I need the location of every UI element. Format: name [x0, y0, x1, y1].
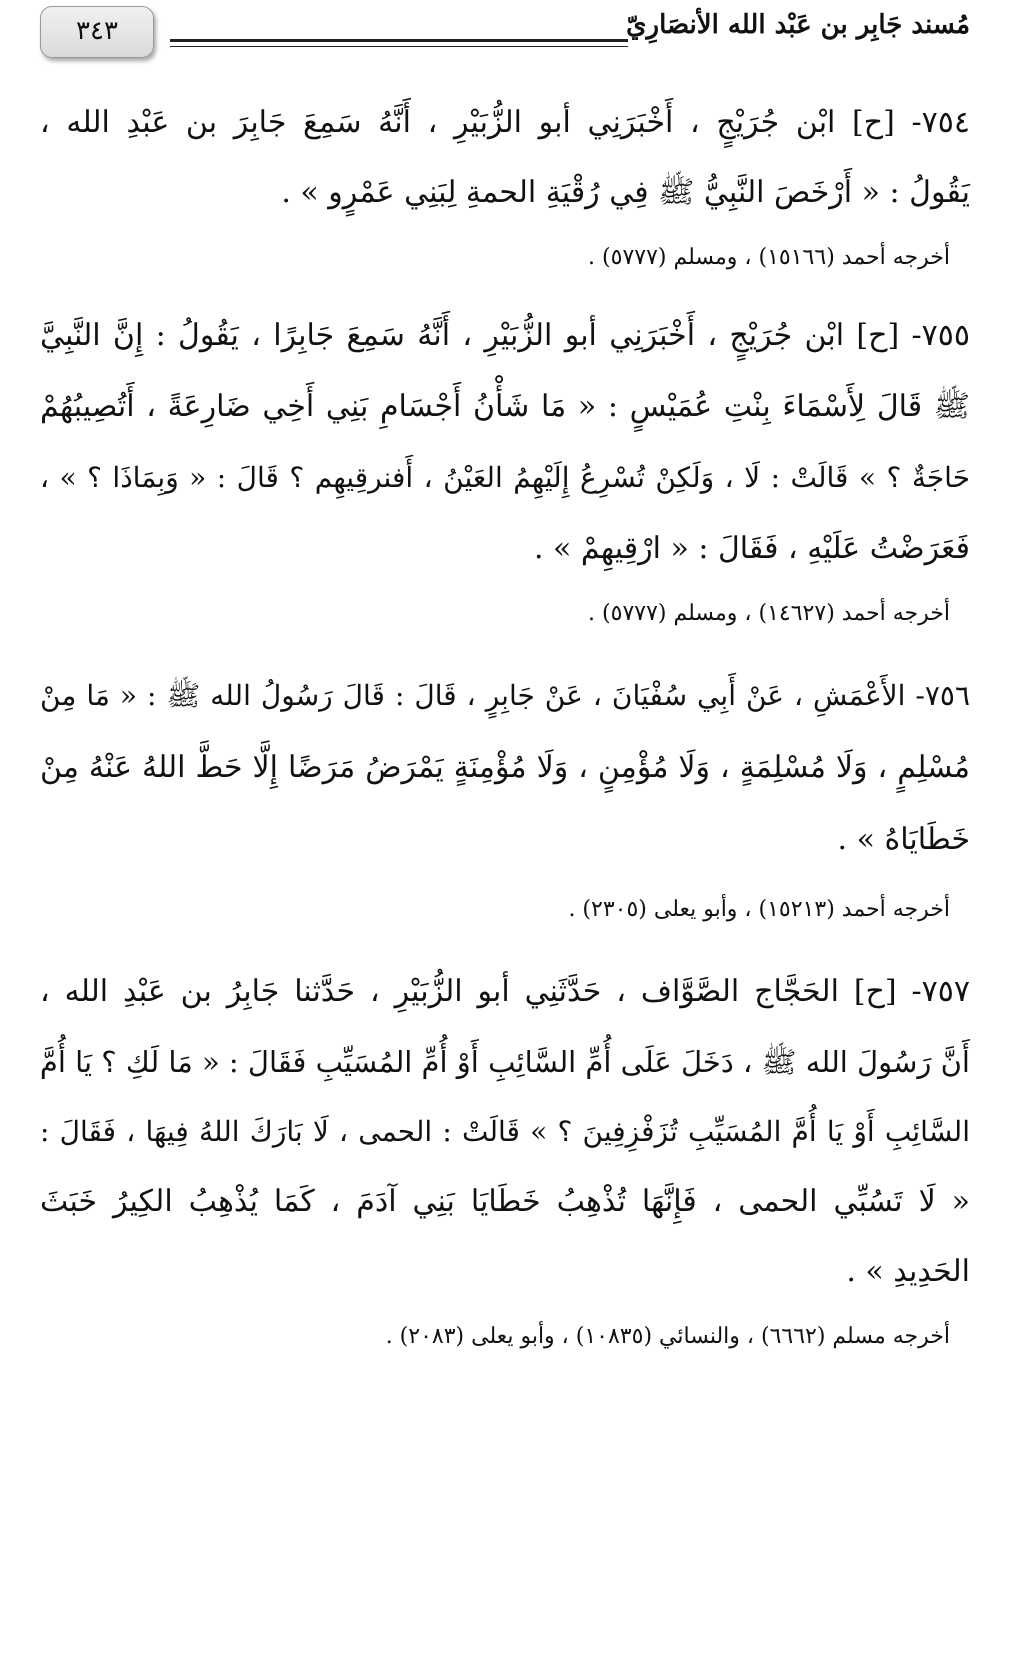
hadith-755: [40, 300, 970, 642]
page-header: [40, 6, 970, 66]
hadith-line: ٧٥٦- الأَعْمَشِ ، عَنْ أَبِي سُفْيَانَ ، عَنْ جَابِرٍ ، قَالَ : قَالَ رَسُولُ الله ﷺ : « مَا مِنْ: [40, 679, 970, 712]
hadith-line: « لَا تَسُبِّي الحمى ، فَإِنَّهَا تُذْهِبُ خَطَايَا بَنِي آدَمَ ، كَمَا يُذْهِبُ الكِيرُ خَبَثَ: [40, 1184, 970, 1219]
hadith-line: السَّائِبِ أَوْ يَا أُمَّ المُسَيِّبِ تُزَفْزِفِينَ ؟ » قَالَتْ : الحمى ، لَا بَارَكَ اللهُ فِيهَا ، فَقَالَ :: [40, 1115, 970, 1148]
hadith-line: ٧٥٤- [ح] ابْن جُرَيْجٍ ، أَخْبَرَنِي أبو الزُّبَيْرِ ، أَنَّهُ سَمِعَ جَابِرَ بن عَبْدِ الله ،: [40, 105, 970, 140]
hadith-756: [40, 660, 970, 940]
hadith-line: يَقُولُ : « أَرْخَصَ النَّبِيُّ ﷺ فِي رُقْيَةِ الحمةِ لِبَنِي عَمْرٍو » .: [281, 175, 970, 210]
running-title: مُسند جَابِر بن عَبْد الله الأنصَارِيّ: [626, 10, 970, 40]
takhrij-note: أخرجه أحمد (١٥٢١٣) ، وأبو يعلى (٢٣٠٥) .: [568, 897, 950, 922]
hadith-757: [40, 957, 970, 1365]
hadith-line: أَنَّ رَسُولَ الله ﷺ ، دَخَلَ عَلَى أُمِّ السَّائِبِ أَوْ أُمِّ المُسَيِّبِ فَقَالَ : « مَا لَكِ ؟ يَا أُمَّ: [39, 1045, 970, 1079]
hadith-line: حَاجَةٌ ؟ » قَالَتْ : لَا ، وَلَكِنْ تُسْرِعُ إِلَيْهِمُ العَيْنُ ، أَفنرقِيهِم ؟ قَالَ : « وَبِمَاذَا ؟ » ،: [40, 461, 970, 494]
hadith-line: خَطَايَاهُ » .: [837, 822, 970, 857]
hadith-line: فَعَرَضْتُ عَلَيْهِ ، فَقَالَ : « ارْقِيهِمْ » .: [533, 531, 970, 566]
takhrij-note: أخرجه مسلم (٦٦٦٢) ، والنسائي (١٠٨٣٥) ، وأبو يعلى (٢٠٨٣) .: [385, 1324, 950, 1349]
header-rule-thin: [170, 46, 628, 47]
header-rule-thick: [170, 39, 628, 42]
page-number: ٣٤٣: [40, 6, 154, 58]
hadith-line: ٧٥٥- [ح] ابْن جُرَيْجٍ ، أَخْبَرَنِي أبو الزُّبَيْرِ ، أَنَّهُ سَمِعَ جَابِرًا ، يَقُولُ : إِنَّ النَّبِيَّ: [40, 318, 970, 353]
hadith-line: الحَدِيدِ » .: [846, 1254, 970, 1289]
hadith-754: [40, 88, 970, 286]
takhrij-note: أخرجه أحمد (١٥١٦٦) ، ومسلم (٥٧٧٧) .: [588, 245, 950, 270]
hadith-line: ٧٥٧- [ح] الحَجَّاج الصَّوَّاف ، حَدَّثَنِي أبو الزُّبَيْرِ ، حَدَّثنا جَابِرُ بن عَبْدِ الله ،: [40, 974, 970, 1009]
hadith-line: ﷺ قَالَ لِأَسْمَاءَ بِنْتِ عُمَيْسٍ : « مَا شَأْنُ أَجْسَامِ بَنِي أَخِي ضَارِعَةً ، أَتُصِيبُهُمْ: [40, 389, 970, 424]
takhrij-note: أخرجه أحمد (١٤٦٢٧) ، ومسلم (٥٧٧٧) .: [588, 601, 950, 626]
hadith-line: مُسْلِمٍ ، وَلَا مُسْلِمَةٍ ، وَلَا مُؤْمِنٍ ، وَلَا مُؤْمِنَةٍ يَمْرَضُ مَرَضًا إِلَّا حَطَّ اللهُ عَنْهُ مِنْ: [40, 750, 970, 785]
